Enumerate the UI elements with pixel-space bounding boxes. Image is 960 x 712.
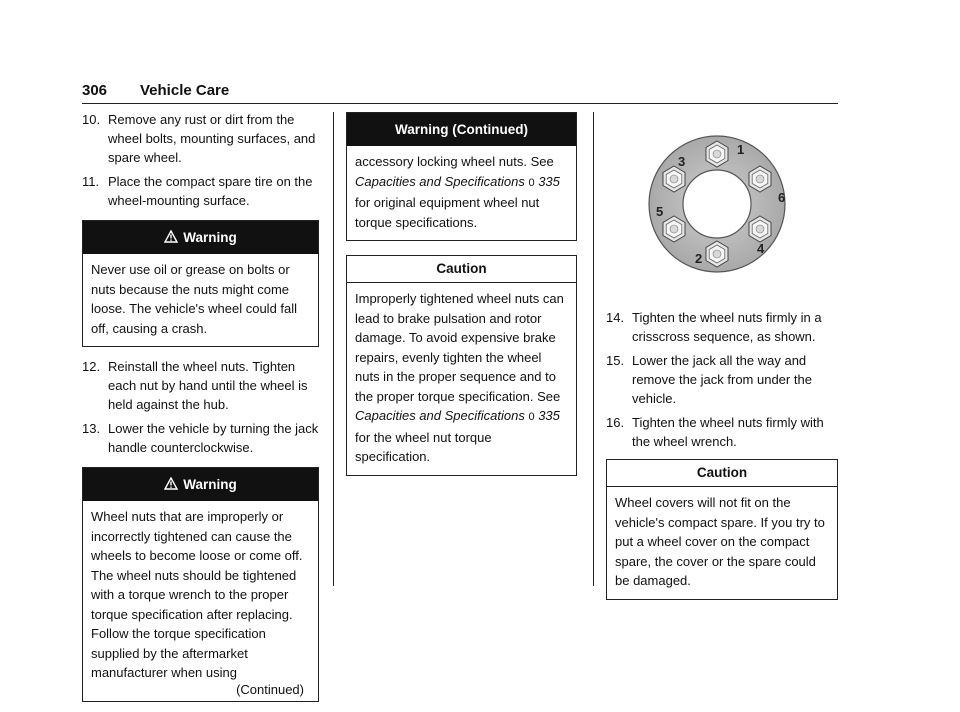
step-number: 11. <box>82 174 100 189</box>
step-15 <box>606 351 838 408</box>
page-ref[interactable]: 335 <box>538 408 560 423</box>
step-text: Remove any rust or dirt from the wheel bolts, mounting surfaces, and spare wheel. <box>108 112 316 165</box>
warning-triangle-icon <box>164 222 178 255</box>
center-bore <box>683 170 751 238</box>
caution-body: Wheel covers will not fit on the vehicle's compact spare. If you try to put a wheel cover on the compact spare, the cover or the spare could be damaged. <box>615 495 825 588</box>
section-title: Vehicle Care <box>140 82 230 99</box>
lug-nut-sequence-figure <box>606 110 838 308</box>
page-ref-symbol: 0 <box>528 176 535 189</box>
step-text: Lower the vehicle by turning the jack handle counterclockwise. <box>108 421 319 455</box>
page-ref-symbol: 0 <box>528 411 535 423</box>
step-number: 15. <box>606 353 625 368</box>
step-number: 14. <box>606 310 625 325</box>
body-text: accessory locking wheel nuts. See <box>355 154 554 169</box>
body-text: for the wheel nut torque specification. <box>355 429 492 464</box>
wheel-nut-diagram <box>606 110 838 308</box>
step-text: Tighten the wheel nuts firmly in a crisscross sequence, as shown. <box>632 310 822 344</box>
nut-label-4: 4 <box>757 241 765 256</box>
xref-link[interactable]: Capacities and Specifications <box>355 408 525 423</box>
nut-label-6: 6 <box>778 190 786 205</box>
xref-link[interactable]: Capacities and Specifications <box>355 173 525 189</box>
step-text: Tighten the wheel nuts firmly with the wheel wrench. <box>632 415 824 449</box>
column-left <box>82 110 319 712</box>
step-11 <box>82 172 319 210</box>
step-12 <box>82 357 319 414</box>
column-middle <box>346 102 577 486</box>
step-number: 10. <box>82 112 101 127</box>
column-divider-2 <box>593 112 594 586</box>
nut-label-2: 2 <box>695 251 703 266</box>
warning-box <box>82 220 319 347</box>
page-header <box>82 82 838 104</box>
column-divider-1 <box>333 112 334 586</box>
warning-continued-body <box>347 146 576 240</box>
step-text: Reinstall the wheel nuts. Tighten each nut by hand until the wheel is held against the hub. <box>108 359 308 412</box>
warning-title: Warning <box>183 230 237 245</box>
step-16 <box>606 413 838 451</box>
caution-header: Caution <box>347 256 576 283</box>
warning-header <box>83 221 318 254</box>
page-number: 306 <box>82 82 108 99</box>
step-13 <box>82 419 319 457</box>
continued-label: (Continued) <box>236 681 304 697</box>
step-text: Lower the jack all the way and remove the jack from under the vehicle. <box>632 353 812 406</box>
step-number: 16. <box>606 415 625 430</box>
step-number: 13. <box>82 421 101 436</box>
nut-label-5: 5 <box>656 204 664 219</box>
warning-box <box>82 467 319 702</box>
warning-continued-header: Warning (Continued) <box>347 113 576 146</box>
column-right <box>606 110 838 610</box>
warning-triangle-icon <box>164 469 178 502</box>
warning-body <box>83 501 318 701</box>
nut-label-1: 1 <box>737 142 745 157</box>
warning-header <box>83 468 318 501</box>
warning-text: Wheel nuts that are improperly or incorrectly tightened can cause the wheels to become loose or come off. The wheel nuts should be tightened with a torque wrench to the proper torque specification after replacing. Follow the torque specification supplied by the aftermarket manufacturer when using <box>91 509 303 680</box>
warning-body: Never use oil or grease on bolts or nuts because the nuts might come loose. The vehicle's wheel could fall off, causing a crash. <box>91 262 298 336</box>
step-10 <box>82 110 319 167</box>
step-text: Place the compact spare tire on the wheel-mounting surface. <box>108 174 313 208</box>
nut-label-3: 3 <box>678 154 686 169</box>
caution-body <box>347 283 576 475</box>
caution-box <box>606 459 838 600</box>
body-text: Improperly tightened wheel nuts can lead to brake pulsation and rotor damage. To avoid expensive brake repairs, evenly tighten the wheel nuts in the proper sequence and to the proper torque specification. See <box>355 291 564 404</box>
step-number: 12. <box>82 359 101 374</box>
page-ref[interactable]: 335 <box>538 173 560 189</box>
caution-header: Caution <box>607 460 837 487</box>
step-14 <box>606 308 838 346</box>
body-text: for original equipment wheel nut torque specifications. <box>355 195 540 230</box>
warning-continued-box <box>346 112 577 241</box>
caution-box <box>346 255 577 476</box>
warning-title: Warning <box>183 477 237 492</box>
